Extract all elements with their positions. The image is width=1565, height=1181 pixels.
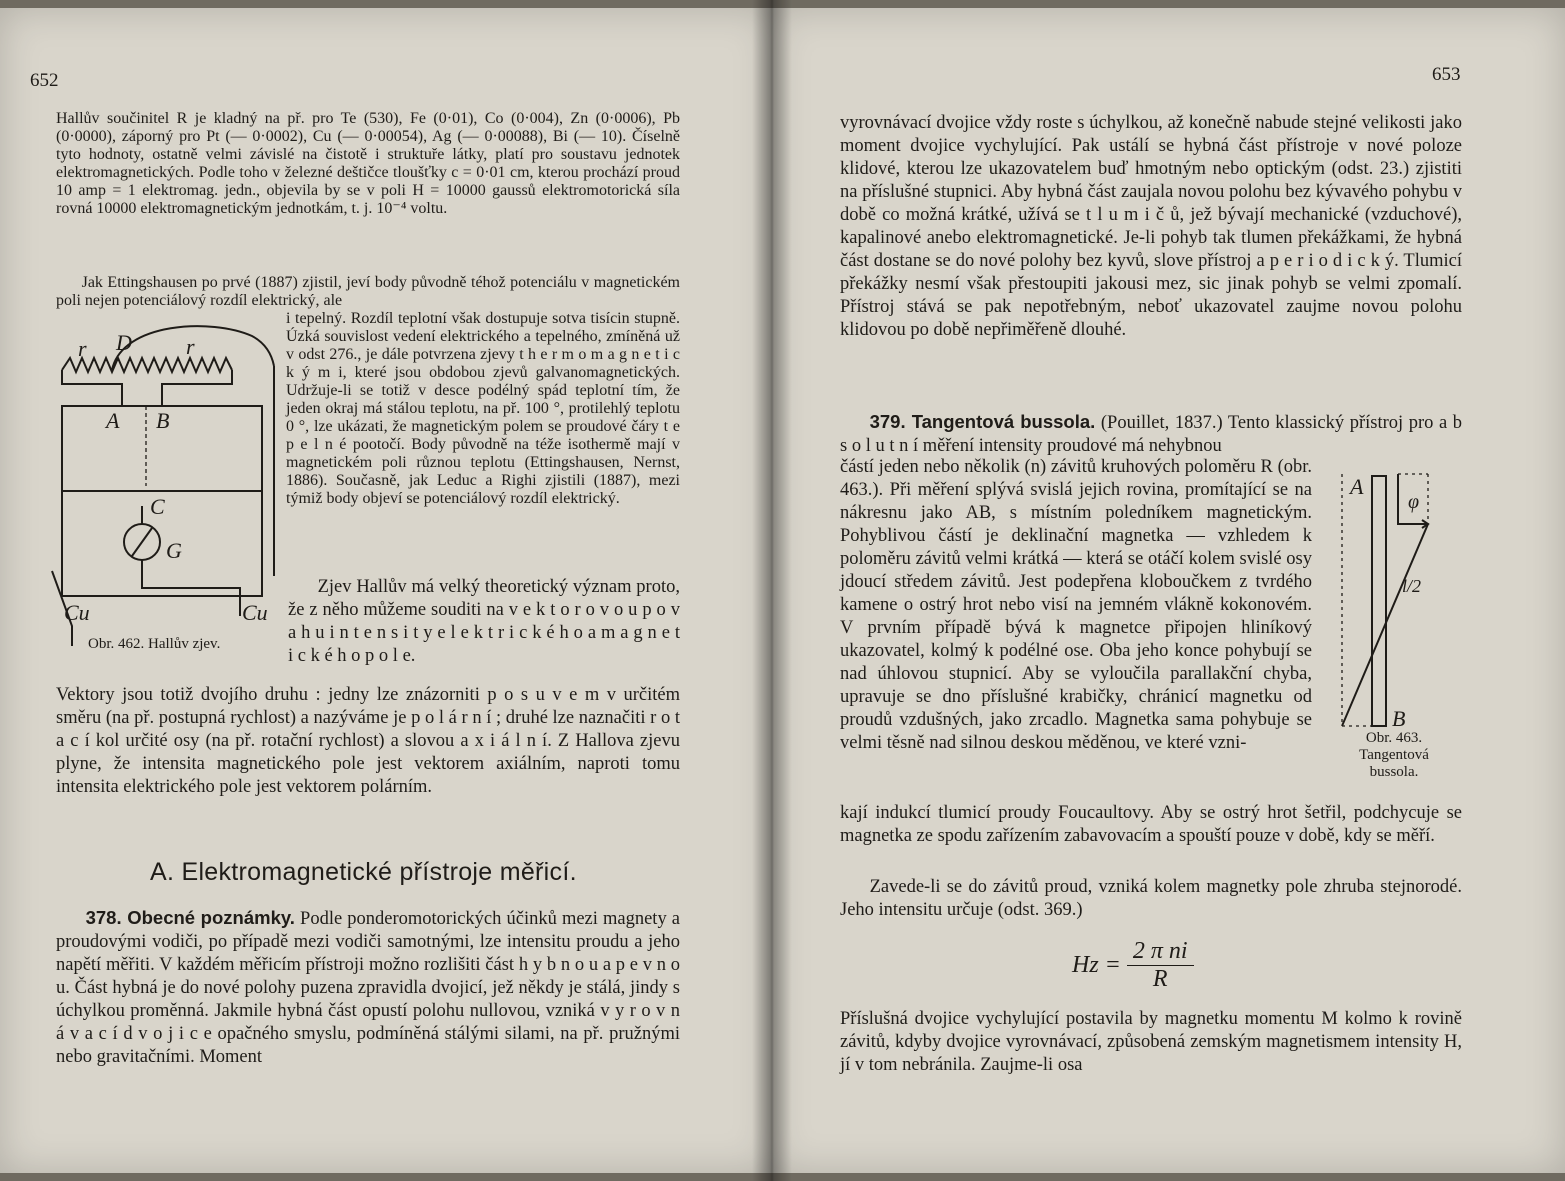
- paragraph-378: 378. Obecné poznámky. Podle ponderomotorických účinků mezi magnety a proudovými vodiči, po případě mezi vodiči samotnými, lze intensitu proudu a jeho napětí měřiti. V každém měřicím přístroji možno rozlišiti část h y b n o u a p e v n o u. Část hybná je do nové polohy puzena zpravidla dvojicí, jež někdy je stálá, jindy s úchylkou proměnná. Jakmile hybná část opustí polohu nullovou, vzniká v y r o v n á v a c í d v o j i c e opačného smyslu, podmíněná stálými silami, na př. pružnými nebo gravitačními. Moment: [56, 907, 681, 1067]
- book-gutter: [752, 0, 792, 1181]
- left-page: [0, 8, 772, 1173]
- paragraph-379-intro: 379. Tangentová bussola. (Pouillet, 1837.) Tento klassický přístroj pro a b s o l u t n í měření intensity proudové má nehybnou: [840, 411, 1463, 456]
- figure-462-caption: Obr. 462. Hallův zjev.: [88, 636, 221, 652]
- label-g: G: [166, 538, 182, 563]
- formula-denominator: R: [1152, 966, 1168, 992]
- label-cu-right: Cu: [242, 600, 268, 625]
- label-half: l/2: [1402, 576, 1422, 596]
- paragraph-vectors: Vektory jsou totiž dvojího druhu : jedny lze znázorniti p o s u v e m v určitém směru (na př. postupná rychlost) a nazýváme je p o l á r n í ; druhé lze naznačiti r o t a c í kol určité osy (na př. rotační rychlost) a slovou a x i á l n í. Z Hallova zjevu plyne, že intensita magnetického pole jest vektorem axiálním, naproti tomu intensita elektrického pole jest vektorem polárním.: [56, 685, 680, 797]
- formula-lhs: Hz: [1072, 952, 1099, 978]
- figure-463-tangent-galvanometer: [1332, 464, 1462, 734]
- paragraph-foucault: kají indukcí tlumicí proudy Foucaultovy. Aby se ostrý hrot šetřil, podchycuje se magnetka ze spodu zařízením zabavovacím a spouští pouze v době, kdy se měří.: [840, 803, 1462, 846]
- label-r2: r: [186, 334, 195, 359]
- paragraph-thermomagnetic: i tepelný. Rozdíl teplotní však dostupuje sotva tisícin stupně. Úzká souvislost vedení elektrického a tepelného, zmíněná už v odst 276., je dále potvrzena zjevy t h e r m o m a g n e t i c k ý m i, které jsou obdobou zjevů galvanomagnetických. Udržuje-li se totiž v desce podélný spád teplotní tím, že jeden okraj má stálou teplotu, na př. 100 °, protilehlý teplotu 0 °, lze ukázati, že magnetickým polem se proudové čáry t e p e l n é pootočí. Body původně na téže isothermě mají v magnetickém poli různou teplotu (Ettingshausen, Nernst, 1886). Současně, jak Leduc a Righi zjistili (1887), mezi týmiž body objeví se potenciálový rozdíl elektrický.: [286, 310, 680, 507]
- paragraph-hall-coefficient: Hallův součinitel R je kladný na př. pro Te (530), Fe (0·01), Co (0·004), Zn (0·0006), Pb (0·0000), záporný pro Pt (— 0·0002), Cu (— 0·00054), Ag (— 0·00088), Bi (— 10). Číselně tyto hodnoty, ostatně velmi závislé na čistotě i struktuře látky, platí pro soustavu jednotek elektromagnetických. Podle toho v železné deštičce tloušťky c = 0·01 cm, kterou prochází proud 10 amp = 1 elektromag. jedn., objevila by se v poli H = 10000 gaussů elektromotorická síla rovná 10000 elektromagnetickým jednotkám, t. j. 10⁻⁴ voltu.: [56, 110, 680, 217]
- page-number-right: 653: [1432, 64, 1461, 85]
- right-page: [772, 8, 1565, 1173]
- resistor-wire: [62, 358, 232, 372]
- label-d: D: [116, 330, 132, 355]
- page-number-left: 652: [30, 70, 59, 91]
- label-c: C: [150, 494, 165, 519]
- paragraph-moment: Příslušná dvojice vychylující postavila by magnetku momentu M kolmo k rovině závitů, kdyby dvojice vyrovnávací, způsobená zemským magnetismem intensity H, jí v tom nebránila. Zaujme-li osa: [840, 1009, 1462, 1075]
- label-cu-left: Cu: [64, 600, 90, 625]
- paragraph-field: Zavede-li se do závitů proud, vzniká kolem magnetky pole zhruba stejnorodé. Jeho intensitu určuje (odst. 369.): [840, 877, 1462, 920]
- coil-plane: [1372, 476, 1386, 726]
- paragraph-379-side: částí jeden nebo několik (n) závitů kruhových poloměru R (obr. 463.). Při měření splývá svislá jejich rovina, promítající se na nákresnu jako AB, s místním poledníkem magnetickým. Pohyblivou částí je deklinační magnetka — vzhledem k poloměru závitů velmi krátká — která se otáčí kolem svislé osy jdoucí středem závitů. Jest podepřena kloboučkem z tvrdého kamene o ostrý hrot nebo visí na jemném vlákně kokonovém. V prvním případě bývá k magnetce připojen hliníkový ukazovatel, kolmý k podélné ose. Oba jeho konce pohybují se nad úhlovou stupnicí. Aby se vyloučila parallakční chyba, upravuje se dno příslušné krabičky, chránicí magnetku od proudů vzdušných, jako zrcadlo. Magnetka sama pohybuje se velmi těsně nad silnou deskou měděnou, ve které vzni-: [840, 457, 1312, 753]
- paragraph-ettingshausen-intro: Jak Ettingshausen po prvé (1887) zjistil, jeví body původně téhož potenciálu v magnetickém poli nejen potenciálový rozdíl elektrický, ale: [56, 274, 680, 309]
- label-a-463: A: [1350, 474, 1364, 499]
- figure-463-caption: Obr. 463. Tangentová bussola.: [1359, 730, 1429, 780]
- paragraph-damping: vyrovnávací dvojice vždy roste s úchylkou, až konečně nabude stejné velikosti jako moment dvojice vychylující. Pak ustálí se hybná část přístroje v nové poloze klidové, kterou lze ukazovatelem buď hmotným nebo optickým (odst. 23.) zjistiti na příslušné stupnici. Aby hybná část zaujala novou polohu bez kývavého pohybu v době co možná krátké, užívá se t l u m i č ů, jež bývají mechanické (vzduchové), kapalinové anebo elektromagnetické. Je-li pohyb tak tlumen překážkami, že hybná část dostane se do nové polohy bez kyvů, slove přístroj a p e r i o d i c k ý. Tlumicí překážky nesmí však přestoupiti jakousi mez, sic jinak pohyb se velmi zpomalí. Přístroj stává se pak nepotřebným, neboť ukazovatel zaujme novou polohu klidovou po době nepřiměřeně dlouhé.: [840, 113, 1462, 340]
- figure-462-hall-effect: [42, 326, 282, 656]
- formula-numerator: 2 π ni: [1127, 938, 1194, 966]
- label-phi: φ: [1408, 491, 1420, 513]
- formula-hz: Hz = $\frac{\text{2 π ni}}{R}$: [1072, 938, 1194, 993]
- label-b: B: [156, 408, 170, 433]
- label-r1: r: [78, 336, 87, 361]
- label-b-463: B: [1392, 706, 1406, 731]
- heading-378: 378. Obecné poznámky.: [85, 907, 295, 928]
- label-a: A: [106, 408, 120, 433]
- heading-379: 379. Tangentová bussola.: [869, 411, 1096, 432]
- paragraph-hall-significance: Zjev Hallův má velký theoretický význam proto, že z něho můžeme souditi na v e k t o r o v o u p o v a h u i n t e n s i t y e l e k t r i c k é h o a m a g n e t i c k é h o p o l e.: [288, 577, 680, 666]
- section-title: A. Elektromagnetické přístroje měřicí.: [150, 858, 577, 886]
